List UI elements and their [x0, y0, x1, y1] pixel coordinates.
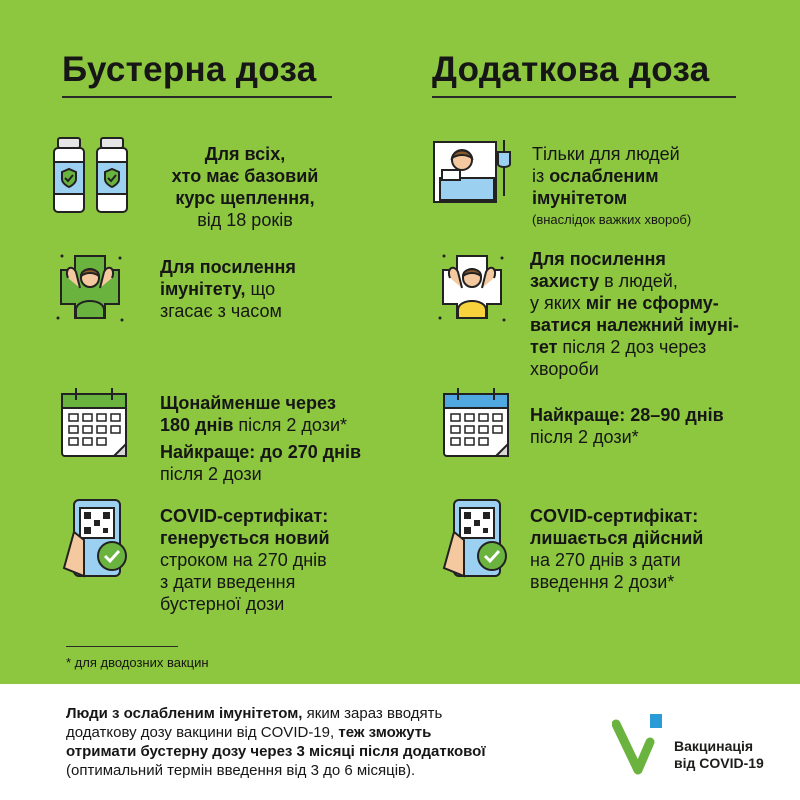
additional-item-4-text: COVID-сертифікат: лишається дійсний на 270 днів з дати введення 2 дози*: [530, 506, 704, 592]
footnote-rule: [66, 646, 178, 647]
calendar-icon: [440, 386, 520, 466]
additional-title: Додаткова доза: [432, 50, 710, 89]
booster-item-3-text: Щонайменше через 180 днів після 2 дози* Найкраще: до 270 днів після 2 дози: [160, 393, 362, 484]
strong-person-icon: [432, 248, 512, 328]
phone-certificate-icon: [60, 498, 140, 578]
patient-bed-icon: [432, 136, 512, 216]
calendar-icon: [58, 386, 138, 466]
strong-person-icon: [50, 248, 130, 328]
additional-item-2-text: Для посилення захисту в людей, у яких міг не сформу- ватися належний імуні- тет після 2 доз через хвороби: [530, 249, 739, 379]
booster-item-1-text: Для всіх, хто має базовий курс щеплення, від 18 років: [171, 144, 319, 230]
booster-title: Бустерна доза: [62, 50, 317, 89]
additional-item-1-text: Тільки для людей із ослабленим імунітетом (внаслідок важких хвороб): [532, 144, 692, 227]
vaccine-vials-icon: [50, 136, 130, 216]
vaccination-logo-icon: [612, 712, 672, 776]
footer-text: Люди з ослабленим імунітетом, яким зараз вводять додаткову дозу вакцини від COVID-19, теж зможуть отримати бустерну дозу через 3 місяці після додаткової (оптимальний термін введення від 3 до 6 місяців).: [66, 705, 486, 779]
logo-text: Вакцинація від COVID-19: [674, 738, 764, 771]
booster-title-rule: [62, 96, 332, 98]
additional-item-3-text: Найкраще: 28–90 днів після 2 дози*: [530, 405, 724, 447]
booster-item-2-text: Для посилення імунітету, що згасає з часом: [160, 257, 296, 321]
additional-title-rule: [432, 96, 736, 98]
phone-certificate-icon: [440, 498, 520, 578]
footnote: * для дводозних вакцин: [66, 655, 209, 670]
booster-item-4-text: COVID-сертифікат: генерується новий строком на 270 днів з дати введення бустерної дози: [160, 506, 330, 614]
